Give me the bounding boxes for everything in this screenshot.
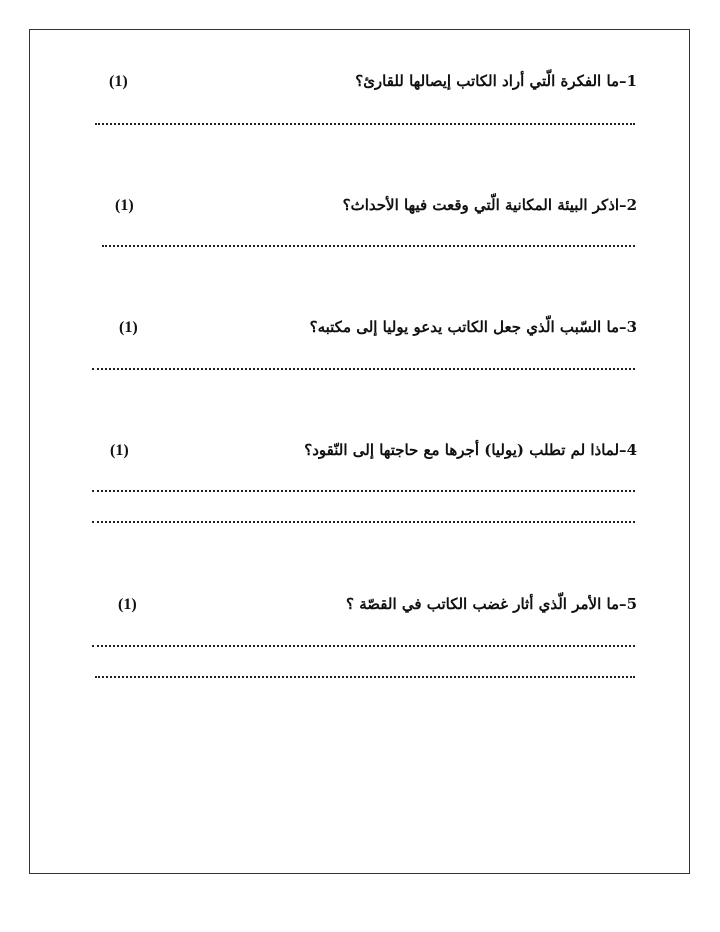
question-3: 3–ما السّبب الّذي جعل الكاتب يدعو يوليا إلى مكتبه؟ (309, 318, 637, 336)
question-2-mark: (1) (115, 197, 134, 214)
question-2: 2–اذكر البيئة المكانية الّتي وقعت فيها الأحداث؟ (342, 196, 637, 214)
answer-line-4a[interactable] (92, 490, 635, 492)
question-1: 1–ما الفكرة الّتي أراد الكاتب إيصالها للقارئ؟ (355, 72, 637, 90)
answer-line-5b[interactable] (95, 676, 635, 678)
question-3-mark: (1) (119, 319, 138, 336)
answer-line-1[interactable] (95, 123, 635, 125)
answer-line-4b[interactable] (92, 521, 635, 523)
question-4-mark: (1) (110, 442, 129, 459)
question-5: 5–ما الأمر الّذي أثار غضب الكاتب في القصّة ؟ (346, 595, 637, 613)
answer-line-3[interactable] (92, 368, 635, 370)
question-5-mark: (1) (118, 596, 137, 613)
question-4: 4–لماذا لم تطلب (يوليا) أجرها مع حاجتها إلى النّقود؟ (304, 441, 637, 459)
answer-line-5a[interactable] (92, 645, 635, 647)
answer-line-2[interactable] (102, 245, 635, 247)
question-1-mark: (1) (109, 73, 128, 90)
